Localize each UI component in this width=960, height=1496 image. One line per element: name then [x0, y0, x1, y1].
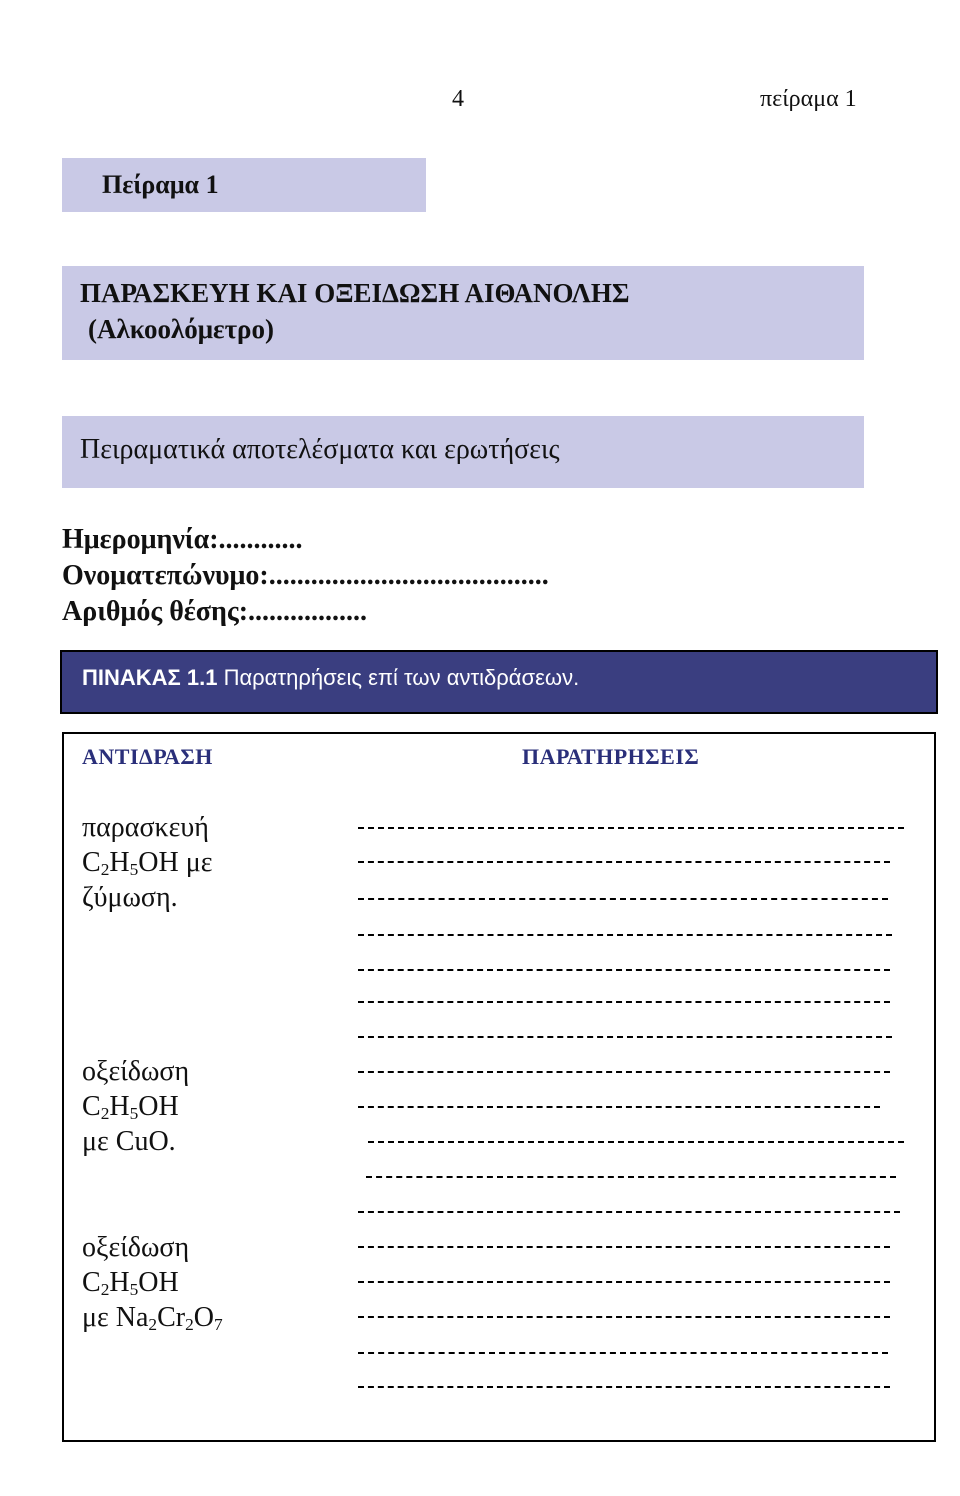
formula-part: C: [82, 1091, 101, 1122]
reaction-line: ζύμωση.: [82, 882, 178, 913]
reaction-fermentation: [82, 810, 213, 915]
observation-blank-line: [358, 1071, 890, 1073]
table-caption: [82, 665, 579, 691]
formula-part: C: [82, 1267, 101, 1298]
name-label: Ονοματεπώνυμο:: [62, 560, 269, 591]
name-blank: ........................................: [268, 560, 549, 591]
observation-blank-line: [358, 1246, 890, 1248]
formula-part: OH: [138, 1267, 179, 1298]
formula-part: H: [109, 1267, 130, 1298]
table-caption-text: Παρατηρήσεις επί των αντιδράσεων.: [217, 665, 580, 690]
reaction-formula: [82, 1265, 223, 1300]
reaction-formula: [82, 1089, 189, 1124]
formula-subscript: 5: [129, 860, 139, 879]
formula-subscript: 5: [129, 1280, 139, 1299]
observation-blank-line: [368, 1141, 904, 1143]
observation-blank-line: [358, 969, 890, 971]
observation-blank-line: [358, 1211, 900, 1213]
reaction-column-header: ΑΝΤΙΔΡΑΣΗ: [82, 744, 213, 769]
observation-blank-line: [358, 1316, 890, 1318]
title-line-1: ΠΑΡΑΣΚΕΥΗ ΚΑΙ ΟΞΕΙΔΩΣΗ ΑΙΘΑΝΟΛΗΣ: [80, 278, 630, 308]
running-title: πείραμα 1: [760, 86, 857, 112]
observation-blank-line: [366, 1176, 896, 1178]
observation-blank-line: [358, 898, 888, 900]
formula-subscript: 2: [185, 1315, 194, 1334]
observation-blank-line: [358, 1106, 880, 1108]
observation-blank-line: [358, 1036, 892, 1038]
reaction-line: παρασκευή: [82, 812, 209, 843]
formula-subscript: 2: [100, 1280, 110, 1299]
title-band: [62, 266, 864, 360]
formula-subscript: 7: [214, 1315, 223, 1334]
formula-subscript: 5: [129, 1104, 139, 1123]
table-caption-banner: [60, 650, 938, 714]
experiment-label: Πείραμα 1: [102, 170, 219, 199]
date-blank: ............: [218, 524, 303, 555]
formula-part: με Na: [82, 1302, 149, 1333]
observation-blank-line: [358, 934, 892, 936]
seat-field: [62, 596, 367, 628]
reaction-oxidation-dichromate: [82, 1230, 223, 1335]
formula-subscript: 2: [148, 1315, 158, 1334]
observation-blank-line: [358, 827, 904, 829]
observation-blank-line: [358, 1281, 890, 1283]
reaction-line: οξείδωση: [82, 1056, 190, 1087]
seat-label: Αριθμός θέσης:: [62, 596, 249, 627]
formula-part: OH: [138, 1091, 179, 1122]
observation-blank-line: [358, 1001, 890, 1003]
formula-subscript: 2: [100, 1104, 110, 1123]
page-number: 4: [452, 86, 464, 112]
formula-part: Cr: [157, 1302, 186, 1333]
date-label: Ημερομηνία:: [62, 524, 219, 555]
title-line-2: (Αλκοολόμετρο): [88, 314, 274, 344]
section-heading-band: [62, 416, 864, 488]
formula-subscript: 2: [100, 860, 110, 879]
experiment-label-band: [62, 158, 426, 212]
observations-column-header: ΠΑΡΑΤΗΡΗΣΕΙΣ: [522, 744, 700, 769]
reaction-oxidation-cuo: [82, 1054, 189, 1159]
observation-blank-line: [358, 861, 890, 863]
reaction-line: οξείδωση: [82, 1232, 190, 1263]
observation-blank-line: [358, 1352, 888, 1354]
name-field: [62, 560, 549, 592]
section-heading: Πειραματικά αποτελέσματα και ερωτήσεις: [80, 434, 560, 465]
seat-blank: .................: [248, 596, 368, 627]
formula-part: H: [109, 1091, 130, 1122]
reaction-formula: [82, 1300, 223, 1335]
observation-blank-line: [358, 1386, 890, 1388]
formula-part: OH με: [138, 847, 213, 878]
date-field: [62, 524, 303, 556]
table-caption-number: ΠΙΝΑΚΑΣ 1.1: [82, 665, 218, 690]
formula-part: H: [109, 847, 130, 878]
formula-part: O: [193, 1302, 215, 1333]
formula-part: C: [82, 847, 101, 878]
reaction-formula: [82, 845, 213, 880]
reaction-line: με CuO.: [82, 1126, 176, 1157]
